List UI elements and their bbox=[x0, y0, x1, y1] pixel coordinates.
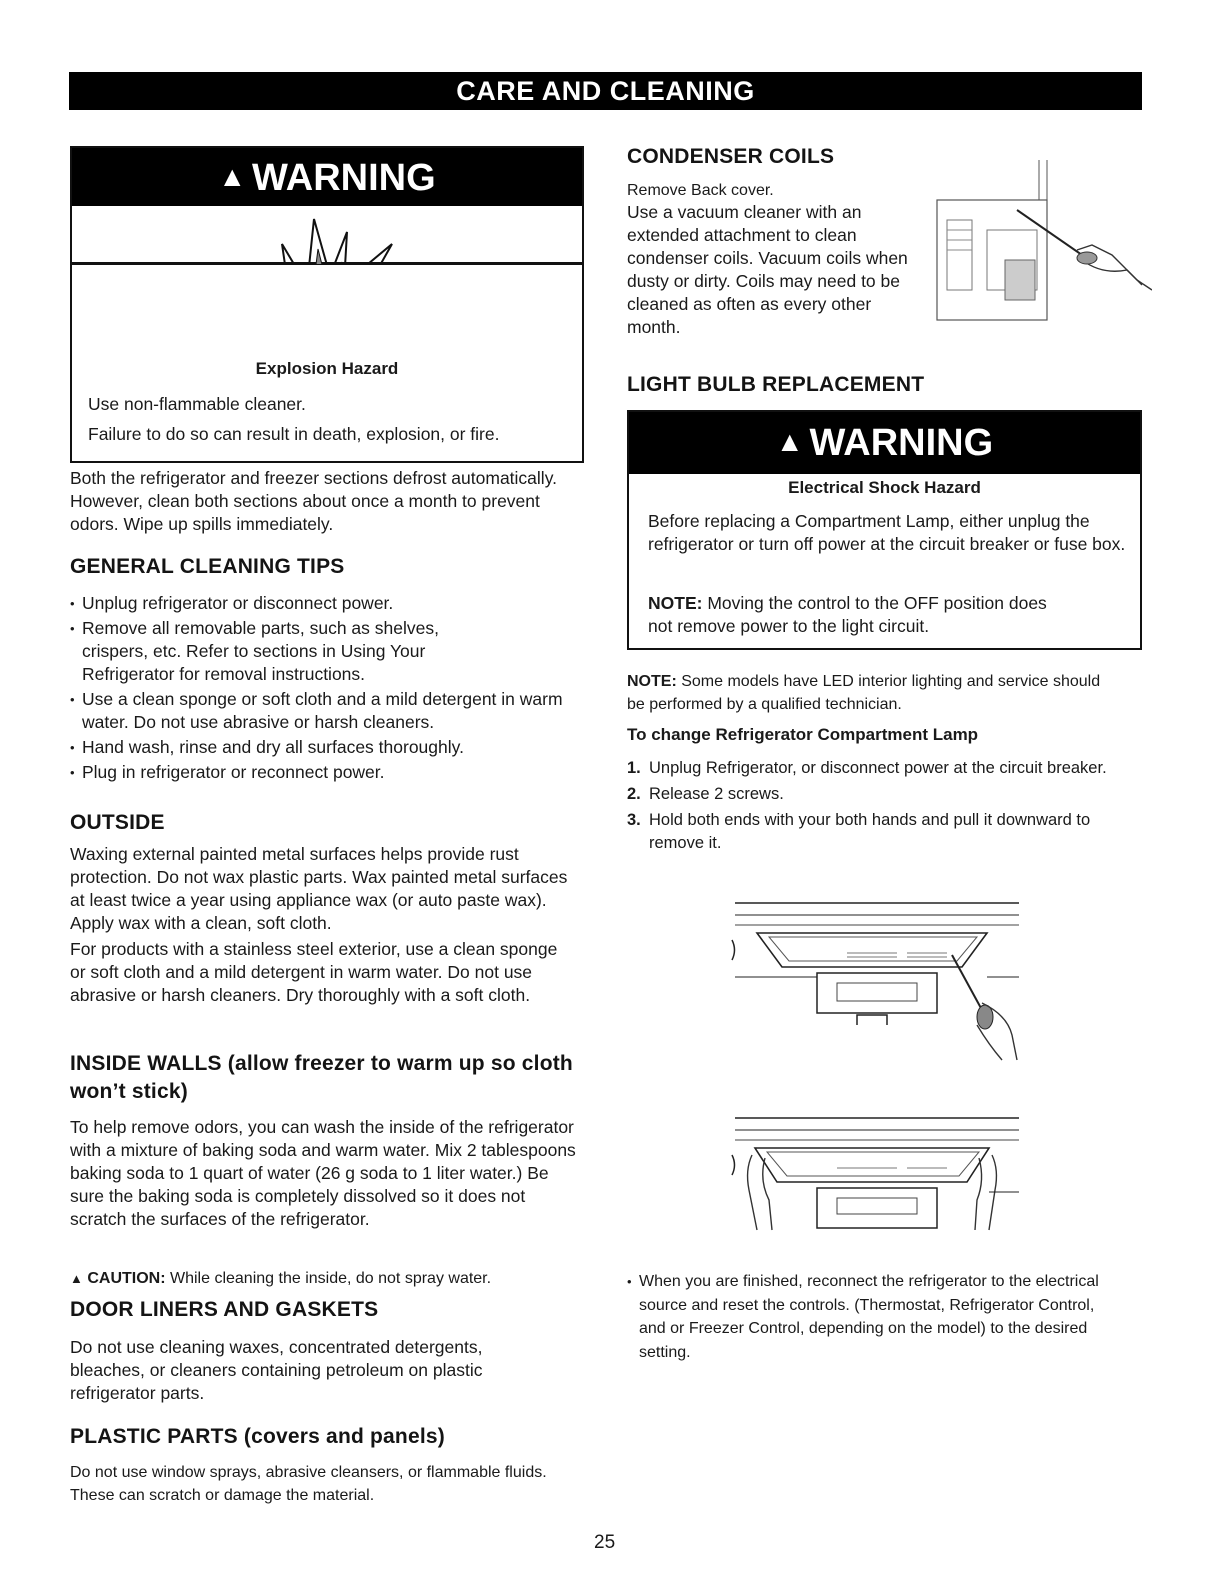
note-label: NOTE: bbox=[627, 673, 677, 690]
list-item: • Unplug refrigerator or disconnect power. bbox=[70, 592, 580, 615]
door-liners-paragraph: Do not use cleaning waxes, concentrated detergents, bleaches, or cleaners containing petroleum on plastic refrigerator parts. bbox=[70, 1337, 483, 1403]
light-bulb-heading: LIGHT BULB REPLACEMENT bbox=[627, 373, 925, 396]
note-label: NOTE: bbox=[648, 593, 703, 613]
list-item: • When you are finished, reconnect the refrigerator to the electrical source and reset the controls. (Thermostat, Refrigerator Control, and or Freezer Control, depending on the model) to the desired setting. bbox=[627, 1270, 1117, 1364]
step-number: 3. bbox=[627, 811, 641, 829]
list-item: • Hand wash, rinse and dry all surfaces thoroughly. bbox=[70, 736, 580, 759]
intro-paragraph: Both the refrigerator and freezer sections defrost automatically. However, clean both sections about once a month to prevent odors. Wipe up spills immediately. bbox=[70, 468, 558, 534]
outside-heading: OUTSIDE bbox=[70, 811, 165, 834]
note-text: Some models have LED interior lighting and service should be performed by a qualified technician. bbox=[627, 673, 1101, 713]
final-instructions-list bbox=[627, 1270, 1117, 1366]
page-title: CARE AND CLEANING bbox=[69, 72, 1142, 110]
hazard-title: Electrical Shock Hazard bbox=[788, 478, 981, 497]
step-item bbox=[627, 783, 1137, 806]
page-number: 25 bbox=[594, 1532, 616, 1553]
hazard-line-2: Failure to do so can result in death, explosion, or fire. bbox=[88, 424, 500, 444]
inside-walls-paragraph: To help remove odors, you can wash the inside of the refrigerator with a mixture of baking soda and warm water. Mix 2 tablespoons baking soda to 1 quart of water (26 g soda to 1 liter water.) Be sure the baking soda is completely dissolved so it does not scratch the surfaces of the refrigerator. bbox=[70, 1117, 576, 1229]
note-text: Moving the control to the OFF position does not remove power to the light circuit. bbox=[648, 593, 1047, 636]
condenser-coils-illustration bbox=[927, 160, 1152, 335]
inside-walls-heading: INSIDE WALLS (allow freezer to warm up so cloth won’t stick) bbox=[70, 1052, 573, 1103]
outside-paragraph-2: For products with a stainless steel exterior, use a clean sponge or soft cloth and a mild detergent in warm water. Do not use abrasive or harsh cleaners. Dry thoroughly with a soft cloth. bbox=[70, 939, 558, 1005]
caution-text: While cleaning the inside, do not spray water. bbox=[170, 1270, 492, 1287]
list-item: • Remove all removable parts, such as shelves, crispers, etc. Refer to sections in Using Your Refrigerator for removal instructions. bbox=[70, 617, 502, 686]
caution-label: CAUTION: bbox=[87, 1270, 166, 1287]
led-note bbox=[627, 670, 1107, 716]
plastic-parts-paragraph: Do not use window sprays, abrasive cleansers, or flammable fluids. These can scratch or damage the material. bbox=[70, 1464, 547, 1504]
step-text: Hold both ends with your both hands and pull it downward to remove it. bbox=[649, 811, 1091, 852]
warning-header bbox=[72, 148, 582, 206]
step-item bbox=[627, 757, 1137, 780]
lamp-steps bbox=[627, 757, 1137, 858]
explosion-warning-text-box bbox=[70, 264, 584, 463]
step-text: Unplug Refrigerator, or disconnect power at the circuit breaker. bbox=[649, 759, 1107, 777]
lamp-subheading: To change Refrigerator Compartment Lamp bbox=[627, 725, 979, 744]
list-item: • Use a clean sponge or soft cloth and a mild detergent in warm water. Do not use abrasive or harsh cleaners. bbox=[70, 688, 580, 734]
shock-warning-note bbox=[648, 592, 1068, 638]
step-item bbox=[627, 809, 1137, 855]
shock-warning-box bbox=[627, 410, 1142, 650]
step-number: 2. bbox=[627, 785, 641, 803]
lamp-removal-screws-illustration bbox=[727, 895, 1027, 1075]
condenser-line-1: Remove Back cover. bbox=[627, 182, 774, 199]
step-number: 1. bbox=[627, 759, 641, 777]
hazard-line-1: Use non-flammable cleaner. bbox=[88, 394, 306, 414]
general-cleaning-list bbox=[70, 592, 580, 786]
outside-paragraph-1: Waxing external painted metal surfaces helps provide rust protection. Do not wax plastic parts. Wax painted metal surfaces at least twice a year using appliance wax (or auto paste wax). Apply wax with a clean, soft cloth. bbox=[70, 844, 568, 933]
warning-title: WARNING bbox=[809, 422, 994, 464]
shock-warning-paragraph: Before replacing a Compartment Lamp, either unplug the refrigerator or turn off power at the circuit breaker or fuse box. bbox=[648, 511, 1126, 554]
caution-triangle-icon: ▲ bbox=[70, 1271, 83, 1286]
condenser-paragraph: Use a vacuum cleaner with an extended attachment to clean condenser coils. Vacuum coils when dusty or dirty. Coils may need to be cleaned as often as every other month. bbox=[627, 202, 908, 337]
warning-title: WARNING bbox=[252, 157, 436, 199]
warning-triangle-icon: ▲ bbox=[775, 426, 804, 457]
explosion-warning-box bbox=[70, 146, 584, 264]
door-liners-heading: DOOR LINERS AND GASKETS bbox=[70, 1298, 379, 1321]
hazard-title: Explosion Hazard bbox=[255, 359, 399, 378]
step-text: Release 2 screws. bbox=[649, 785, 784, 803]
lamp-removal-hands-illustration bbox=[727, 1110, 1027, 1235]
general-cleaning-heading: GENERAL CLEANING TIPS bbox=[70, 555, 345, 578]
warning-triangle-icon: ▲ bbox=[218, 161, 247, 192]
warning-header bbox=[629, 412, 1140, 474]
caution-line bbox=[70, 1270, 491, 1288]
list-item: • Plug in refrigerator or reconnect power. bbox=[70, 761, 580, 784]
condenser-coils-heading: CONDENSER COILS bbox=[627, 145, 835, 168]
plastic-parts-heading: PLASTIC PARTS (covers and panels) bbox=[70, 1425, 445, 1448]
